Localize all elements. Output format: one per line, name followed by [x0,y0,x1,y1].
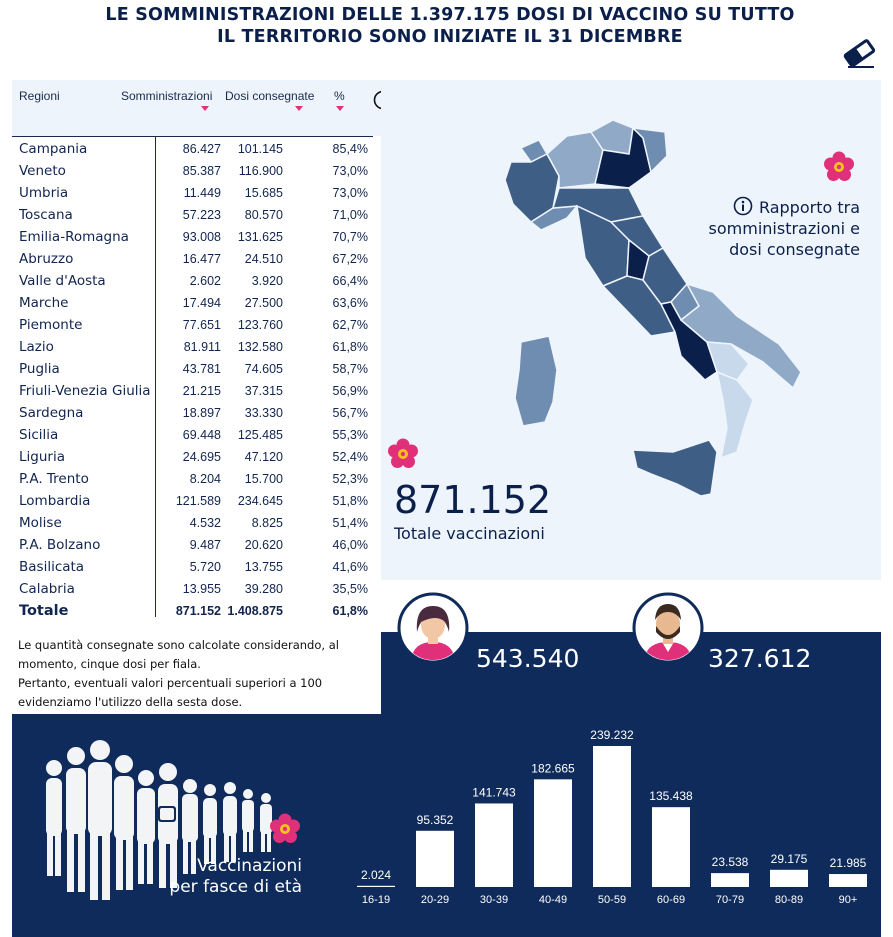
somministrazioni-cell: 4.532 [189,516,221,530]
table-row [12,534,381,556]
percent-cell: 62,7% [332,318,368,332]
somministrazioni-cell: 8.204 [189,472,221,486]
dosi-cell: 37.315 [244,384,283,398]
somministrazioni-cell: 9.487 [189,538,221,552]
age-title-line-1: Vaccinazioni [197,856,302,876]
region-name: Emilia-Romagna [19,229,129,245]
age-category-label: 70-79 [715,894,745,906]
percent-cell: 46,0% [332,538,368,552]
footnote [18,636,373,712]
region-name: Lombardia [19,493,91,509]
dosi-cell: 80.570 [244,208,283,222]
percent-cell: 51,8% [332,494,368,508]
sort-percent-icon[interactable] [336,106,344,111]
age-bar-value-label: 141.743 [472,785,516,800]
age-bar [475,803,513,887]
dosi-cell: 47.120 [244,450,283,464]
dosi-cell: 3.920 [251,274,283,288]
age-category-label: 20-29 [420,894,450,906]
male-vaccinations-value: 327.612 [708,644,812,673]
percent-cell: 71,0% [332,208,368,222]
age-category-label: 16-19 [361,894,391,906]
header-percent[interactable]: % [334,89,345,103]
dosi-cell: 13.755 [244,560,283,574]
somministrazioni-cell: 13.955 [182,582,221,596]
man-avatar-icon [632,592,704,664]
percent-cell: 66,4% [332,274,368,288]
regions-table [12,80,381,714]
age-bar [416,831,454,887]
age-category-label: 90+ [838,894,858,906]
age-bar-value-label: 135.438 [649,789,693,804]
age-category-label: 60-69 [656,894,686,906]
table-row [12,490,381,512]
footnote-line: Le quantità consegnate sono calcolate considerando, al [18,638,339,652]
woman-avatar-icon [397,592,469,664]
dosi-cell: 101.145 [237,142,283,156]
somministrazioni-cell: 2.602 [189,274,221,288]
table-header [12,80,381,136]
somministrazioni-cell: 5.720 [189,560,221,574]
dosi-cell: 132.580 [237,340,283,354]
title-line-2: IL TERRITORIO SONO INIZIATE IL 31 DICEMBRE [217,27,683,47]
table-row [12,424,381,446]
age-category-label: 80-89 [774,894,804,906]
percent-cell: 73,0% [332,164,368,178]
region-sicilia [633,440,717,496]
region-name: P.A. Bolzano [19,537,101,553]
age-chart-title [162,856,302,898]
title-line-1: LE SOMMINISTRAZIONI DELLE 1.397.175 DOSI DI VACCINO SU TUTTO [105,5,795,25]
dosi-cell: 24.510 [244,252,283,266]
table-row [12,314,381,336]
percent-cell: 85,4% [332,142,368,156]
dosi-cell: 33.330 [244,406,283,420]
flower-icon [386,437,420,471]
somministrazioni-cell: 85.387 [182,164,221,178]
dosi-cell: 74.605 [244,362,283,376]
region-sardegna [515,336,557,426]
dosi-cell: 8.825 [251,516,283,530]
table-total-row [12,600,381,622]
somministrazioni-cell: 43.781 [182,362,221,376]
table-row [12,226,381,248]
map-caption-line-3: dosi consegnate [729,240,860,259]
somministrazioni-cell: 18.897 [182,406,221,420]
dosi-cell: 116.900 [238,164,283,178]
table-row [12,402,381,424]
table-row [12,380,381,402]
region-name: Sicilia [19,427,59,443]
region-name: Marche [19,295,69,311]
percent-cell: 61,8% [332,340,368,354]
age-bar [829,874,867,887]
percent-cell: 70,7% [332,230,368,244]
region-name: Liguria [19,449,65,465]
region-name: Piemonte [19,317,83,333]
table-row [12,204,381,226]
footnote-line: evidenziamo l'utilizzo della sesta dose. [18,695,243,709]
total-vaccinations-value: 871.152 [394,478,552,522]
total-vaccinations-label: Totale vaccinazioni [394,524,545,543]
header-regioni[interactable]: Regioni [19,89,60,103]
region-name: P.A. Trento [19,471,89,487]
table-row [12,248,381,270]
somministrazioni-cell: 121.589 [175,494,221,508]
percent-cell: 51,4% [332,516,368,530]
footnote-line: momento, cinque dosi per fiala. [18,657,201,671]
header-divider [12,136,373,137]
header-dosi-consegnate[interactable]: Dosi consegnate [225,89,315,103]
age-bar [652,807,690,887]
dosi-cell: 234.645 [237,494,283,508]
age-category-label: 50-59 [597,894,627,906]
age-bar [593,746,631,887]
percent-cell: 55,3% [332,428,368,442]
somministrazioni-cell: 16.477 [182,252,221,266]
sort-somministrazioni-icon[interactable] [201,106,209,111]
region-name: Lazio [19,339,54,355]
table-row [12,556,381,578]
somministrazioni-cell: 81.911 [183,340,221,354]
eraser-icon[interactable] [840,38,880,70]
age-bar [770,870,808,887]
map-caption [700,196,860,260]
region-name: Puglia [19,361,60,377]
info-icon[interactable] [733,196,753,216]
age-category-label: 40-49 [538,894,568,906]
percent-cell: 52,3% [332,472,368,486]
somministrazioni-cell: 871.152 [175,604,221,618]
region-name: Valle d'Aosta [19,273,106,289]
age-title-line-2: per fasce di età [169,877,302,897]
age-bar [357,886,395,887]
region-name: Calabria [19,581,75,597]
dosi-cell: 15.700 [244,472,283,486]
table-body [12,138,381,622]
map-caption-line-1: Rapporto tra [700,196,860,218]
percent-cell: 67,2% [332,252,368,266]
table-row [12,358,381,380]
dosi-cell: 131.625 [237,230,283,244]
dosi-cell: 125.485 [237,428,283,442]
age-bar-value-label: 29.175 [770,851,808,866]
percent-cell: 52,4% [332,450,368,464]
footnote-line: Pertanto, eventuali valori percentuali superiori a 100 [18,676,323,690]
dosi-cell: 123.760 [237,318,283,332]
sort-dosi-icon[interactable] [295,106,303,111]
region-name: Totale [19,603,69,619]
table-row [12,578,381,600]
flower-icon [822,150,856,184]
table-row [12,182,381,204]
dosi-cell: 1.408.875 [227,604,283,618]
age-bar-value-label: 23.538 [711,855,749,870]
table-row [12,446,381,468]
age-bar-value-label: 2.024 [360,867,392,882]
somministrazioni-cell: 86.427 [182,142,221,156]
age-bar-value-label: 21.985 [829,856,867,871]
region-name: Abruzzo [19,251,74,267]
percent-cell: 35,5% [332,582,368,596]
somministrazioni-cell: 93.008 [182,230,221,244]
table-row [12,512,381,534]
region-name: Basilicata [19,559,85,575]
age-bar-chart [332,714,881,937]
age-bar-value-label: 239.232 [590,728,634,742]
region-name: Friuli-Venezia Giulia [19,383,151,399]
age-bar [534,779,572,887]
percent-cell: 63,6% [332,296,368,310]
somministrazioni-cell: 57.223 [182,208,221,222]
region-calabria [717,372,753,458]
somministrazioni-cell: 21.215 [182,384,221,398]
region-name: Veneto [19,163,66,179]
percent-cell: 61,8% [332,604,368,618]
header-somministrazioni[interactable]: Somministrazioni [121,89,213,103]
region-name: Umbria [19,185,69,201]
age-bar [711,873,749,887]
flower-icon [268,812,302,846]
table-row [12,270,381,292]
region-name: Toscana [19,207,73,223]
table-row [12,336,381,358]
region-name: Molise [19,515,62,531]
percent-cell: 58,7% [332,362,368,376]
age-bar-value-label: 95.352 [416,812,454,827]
percent-cell: 56,9% [332,384,368,398]
somministrazioni-cell: 24.695 [182,450,221,464]
age-category-label: 30-39 [479,894,509,906]
table-row [12,160,381,182]
dosi-cell: 20.620 [244,538,283,552]
dosi-cell: 15.685 [244,186,283,200]
age-band [12,714,881,937]
table-row [12,468,381,490]
age-bar-value-label: 182.665 [531,761,575,776]
percent-cell: 73,0% [332,186,368,200]
female-vaccinations-value: 543.540 [476,644,580,673]
somministrazioni-cell: 77.651 [182,318,221,332]
table-row [12,292,381,314]
table-row [12,138,381,160]
region-name: Sardegna [19,405,84,421]
page-title [60,4,840,48]
somministrazioni-cell: 17.494 [182,296,221,310]
somministrazioni-cell: 11.449 [183,186,221,200]
map-caption-line-2: somministrazioni e [708,219,860,238]
dosi-cell: 39.280 [244,582,283,596]
dosi-cell: 27.500 [244,296,283,310]
percent-cell: 41,6% [332,560,368,574]
region-name: Campania [19,141,88,157]
somministrazioni-cell: 69.448 [182,428,221,442]
percent-cell: 56,7% [332,406,368,420]
